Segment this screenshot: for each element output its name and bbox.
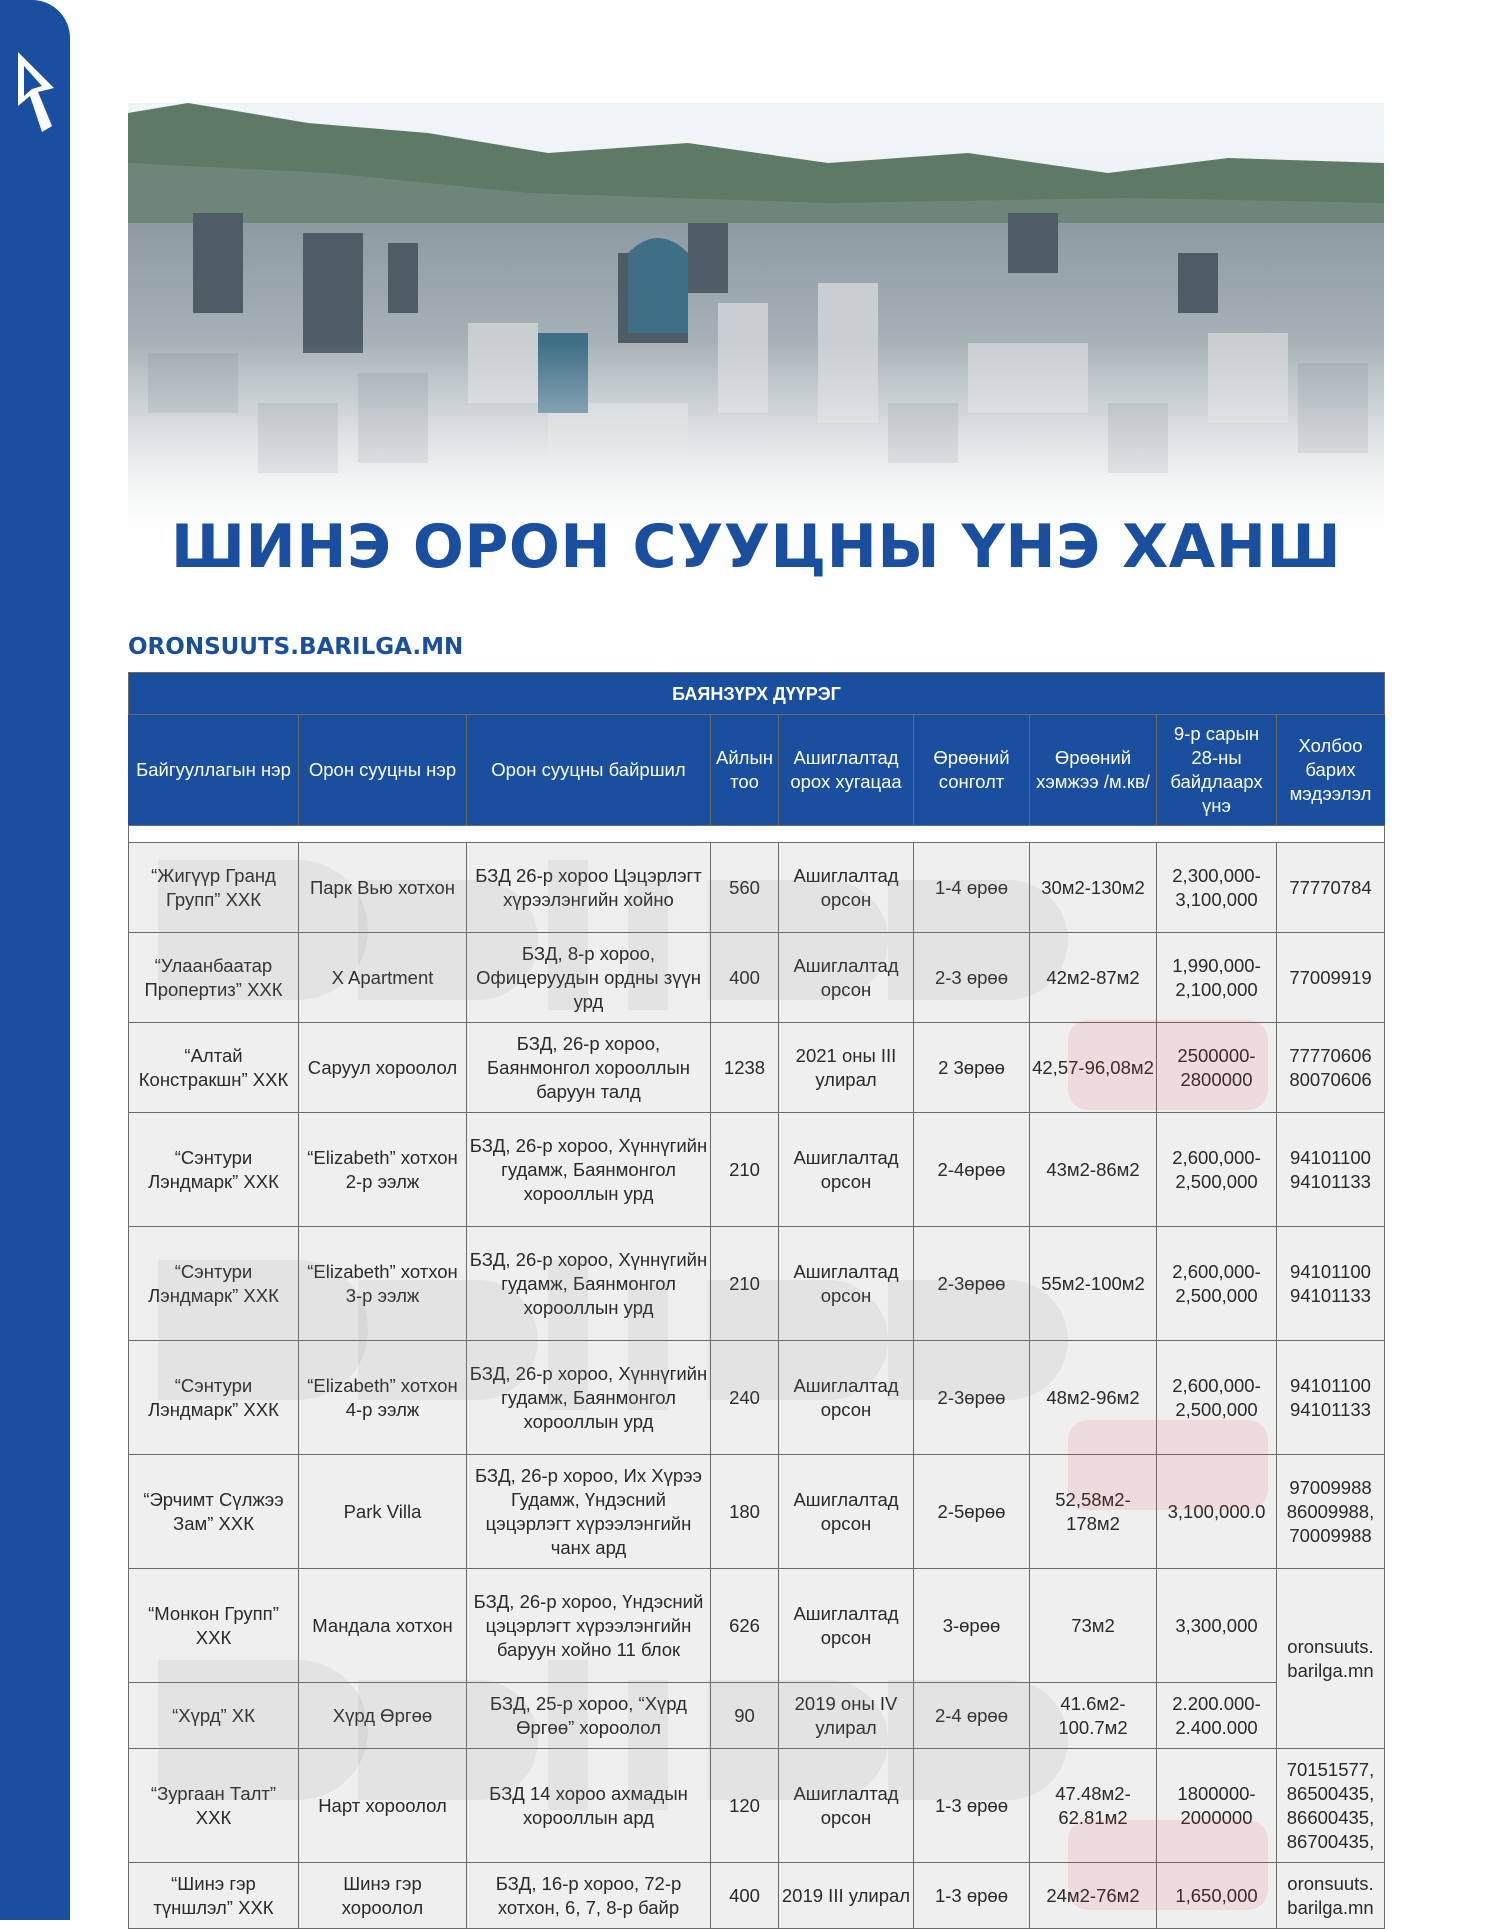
cell-location: БЗД, 26-р хороо, Үндэсний цэцэрлэгт хүрээлэнгийн баруун хойно 11 блок bbox=[467, 1569, 711, 1683]
cell-apartment: “Elizabeth” хотхон 3-р ээлж bbox=[299, 1227, 467, 1341]
cell-location: БЗД, 8-р хороо, Офицеруудын ордны зүүн урд bbox=[467, 933, 711, 1023]
cell-units: 210 bbox=[711, 1113, 779, 1227]
cell-deadline: Ашиглалтад орсон bbox=[779, 1455, 914, 1569]
table-row bbox=[129, 1455, 1385, 1569]
cell-price: 2,600,000-2,500,000 bbox=[1157, 1341, 1277, 1455]
table-row bbox=[129, 1569, 1385, 1683]
cell-rooms: 2 3өрөө bbox=[914, 1023, 1030, 1113]
cell-units: 400 bbox=[711, 933, 779, 1023]
cell-deadline: Ашиглалтад орсон bbox=[779, 843, 914, 933]
table-row bbox=[129, 1023, 1385, 1113]
header-size: Өрөөний хэмжээ /м.кв/ bbox=[1030, 715, 1157, 826]
cell-size: 47.48м2-62.81м2 bbox=[1030, 1749, 1157, 1863]
cell-units: 240 bbox=[711, 1341, 779, 1455]
cell-deadline: 2021 оны III улирал bbox=[779, 1023, 914, 1113]
cell-rooms: 2-5өрөө bbox=[914, 1455, 1030, 1569]
cell-apartment: “Elizabeth” хотхон 4-р ээлж bbox=[299, 1341, 467, 1455]
cell-units: 180 bbox=[711, 1455, 779, 1569]
cell-contact: 70151577, 86500435, 86600435, 86700435, bbox=[1277, 1749, 1385, 1863]
cell-apartment: “Elizabeth” хотхон 2-р ээлж bbox=[299, 1113, 467, 1227]
cell-location: БЗД, 26-р хороо, Хүннүгийн гудамж, Баянмонгол хорооллын урд bbox=[467, 1113, 711, 1227]
cell-units: 120 bbox=[711, 1749, 779, 1863]
cell-contact: 94101100 94101133 bbox=[1277, 1227, 1385, 1341]
cell-location: БЗД, 26-р хороо, Баянмонгол хорооллын баруун талд bbox=[467, 1023, 711, 1113]
cell-rooms: 2-3өрөө bbox=[914, 1227, 1030, 1341]
page-title: ШИНЭ ОРОН СУУЦНЫ ҮНЭ ХАНШ bbox=[170, 512, 1342, 582]
cell-location: БЗД, 16-р хороо, 72-р хотхон, 6, 7, 8-р байр bbox=[467, 1863, 711, 1929]
table-row bbox=[129, 843, 1385, 933]
cell-units: 560 bbox=[711, 843, 779, 933]
cell-apartment: Park Villa bbox=[299, 1455, 467, 1569]
cell-deadline: Ашиглалтад орсон bbox=[779, 1113, 914, 1227]
cell-price: 2,600,000-2,500,000 bbox=[1157, 1227, 1277, 1341]
barilga-arrow-logo-icon bbox=[14, 52, 58, 136]
cell-location: БЗД 26-р хороо Цэцэрлэгт хүрээлэнгийн хойно bbox=[467, 843, 711, 933]
cell-rooms: 1-4 өрөө bbox=[914, 843, 1030, 933]
cell-size: 24м2-76м2 bbox=[1030, 1863, 1157, 1929]
cell-rooms: 1-3 өрөө bbox=[914, 1863, 1030, 1929]
cell-contact: 77770606 80070606 bbox=[1277, 1023, 1385, 1113]
header-contact: Холбоо барих мэдээлэл bbox=[1277, 715, 1385, 826]
header-company: Байгууллагын нэр bbox=[129, 715, 299, 826]
cell-company: “Шинэ гэр түншлэл” ХХК bbox=[129, 1863, 299, 1929]
cell-size: 42м2-87м2 bbox=[1030, 933, 1157, 1023]
cell-rooms: 1-3 өрөө bbox=[914, 1749, 1030, 1863]
cell-location: БЗД, 25-р хороо, “Хүрд Өргөө” хороолол bbox=[467, 1683, 711, 1749]
cell-price: 1800000-2000000 bbox=[1157, 1749, 1277, 1863]
cell-contact: 77770784 bbox=[1277, 843, 1385, 933]
cell-location: БЗД, 26-р хороо, Хүннүгийн гудамж, Баянмонгол хорооллын урд bbox=[467, 1227, 711, 1341]
district-row bbox=[129, 673, 1385, 715]
cell-deadline: Ашиглалтад орсон bbox=[779, 1341, 914, 1455]
cell-apartment: Мандала хотхон bbox=[299, 1569, 467, 1683]
cell-contact: oronsuuts. barilga.mn bbox=[1277, 1569, 1385, 1749]
cell-company: “Сэнтури Лэндмарк” ХХК bbox=[129, 1341, 299, 1455]
cell-company: “Улаанбаатар Пропертиз” ХХК bbox=[129, 933, 299, 1023]
cell-size: 48м2-96м2 bbox=[1030, 1341, 1157, 1455]
header-price: 9-р сарын 28-ны байдлаарх үнэ bbox=[1157, 715, 1277, 826]
cell-contact: 94101100 94101133 bbox=[1277, 1341, 1385, 1455]
cell-size: 52,58м2-178м2 bbox=[1030, 1455, 1157, 1569]
cell-rooms: 3-өрөө bbox=[914, 1569, 1030, 1683]
cell-company: “Жигүүр Гранд Групп” ХХК bbox=[129, 843, 299, 933]
cell-contact: 77009919 bbox=[1277, 933, 1385, 1023]
hero-city-image bbox=[128, 103, 1384, 539]
cell-size: 43м2-86м2 bbox=[1030, 1113, 1157, 1227]
cell-units: 90 bbox=[711, 1683, 779, 1749]
table-row bbox=[129, 933, 1385, 1023]
cell-size: 55м2-100м2 bbox=[1030, 1227, 1157, 1341]
cell-units: 626 bbox=[711, 1569, 779, 1683]
header-deadline: Ашиглалтад орох хугацаа bbox=[779, 715, 914, 826]
cell-apartment: X Apartment bbox=[299, 933, 467, 1023]
cell-size: 42,57-96,08м2 bbox=[1030, 1023, 1157, 1113]
cell-company: “Зургаан Талт” ХХК bbox=[129, 1749, 299, 1863]
cell-price: 1,990,000-2,100,000 bbox=[1157, 933, 1277, 1023]
district-title: БАЯНЗҮРХ ДҮҮРЭГ bbox=[129, 673, 1385, 715]
header-location: Орон сууцны байршил bbox=[467, 715, 711, 826]
cell-units: 1238 bbox=[711, 1023, 779, 1113]
cell-apartment: Парк Вью хотхон bbox=[299, 843, 467, 933]
cell-units: 400 bbox=[711, 1863, 779, 1929]
header-row bbox=[129, 715, 1385, 826]
cell-rooms: 2-3 өрөө bbox=[914, 933, 1030, 1023]
table-row bbox=[129, 1749, 1385, 1863]
cell-price: 2500000-2800000 bbox=[1157, 1023, 1277, 1113]
cell-deadline: 2019 оны IV улирал bbox=[779, 1683, 914, 1749]
cell-company: “Алтай Констракшн” ХХК bbox=[129, 1023, 299, 1113]
cell-deadline: Ашиглалтад орсон bbox=[779, 1569, 914, 1683]
price-table bbox=[128, 672, 1385, 1929]
table-row bbox=[129, 1113, 1385, 1227]
header-rooms: Өрөөний сонголт bbox=[914, 715, 1030, 826]
cell-deadline: 2019 III улирал bbox=[779, 1863, 914, 1929]
cell-company: “Хүрд” ХК bbox=[129, 1683, 299, 1749]
cell-price: 3,300,000 bbox=[1157, 1569, 1277, 1683]
cell-company: “Эрчимт Сүлжээ Зам” ХХК bbox=[129, 1455, 299, 1569]
cell-size: 30м2-130м2 bbox=[1030, 843, 1157, 933]
cell-units: 210 bbox=[711, 1227, 779, 1341]
table-row bbox=[129, 1341, 1385, 1455]
cell-deadline: Ашиглалтад орсон bbox=[779, 933, 914, 1023]
cell-price: 2.200.000-2.400.000 bbox=[1157, 1683, 1277, 1749]
cell-rooms: 2-4 өрөө bbox=[914, 1683, 1030, 1749]
cell-contact: 94101100 94101133 bbox=[1277, 1113, 1385, 1227]
cell-apartment: Шинэ гэр хороолол bbox=[299, 1863, 467, 1929]
cell-price: 3,100,000.0 bbox=[1157, 1455, 1277, 1569]
cell-apartment: Нарт хороолол bbox=[299, 1749, 467, 1863]
table-row bbox=[129, 1683, 1385, 1749]
cell-price: 1,650,000 bbox=[1157, 1863, 1277, 1929]
cell-deadline: Ашиглалтад орсон bbox=[779, 1227, 914, 1341]
header-units: Айлын тоо bbox=[711, 715, 779, 826]
cell-company: “Сэнтури Лэндмарк” ХХК bbox=[129, 1113, 299, 1227]
cell-contact: oronsuuts. barilga.mn bbox=[1277, 1863, 1385, 1929]
site-url: ORONSUUTS.BARILGA.MN bbox=[128, 634, 464, 660]
cell-size: 41.6м2-100.7м2 bbox=[1030, 1683, 1157, 1749]
cell-contact: 97009988 86009988, 70009988 bbox=[1277, 1455, 1385, 1569]
cell-apartment: Саруул хороолол bbox=[299, 1023, 467, 1113]
side-bar bbox=[0, 0, 70, 1920]
cell-price: 2,300,000-3,100,000 bbox=[1157, 843, 1277, 933]
cell-company: “Сэнтури Лэндмарк” ХХК bbox=[129, 1227, 299, 1341]
table-row bbox=[129, 1227, 1385, 1341]
cell-deadline: Ашиглалтад орсон bbox=[779, 1749, 914, 1863]
cell-rooms: 2-4өрөө bbox=[914, 1113, 1030, 1227]
header-spacer bbox=[129, 826, 1385, 843]
header-apartment: Орон сууцны нэр bbox=[299, 715, 467, 826]
cell-size: 73м2 bbox=[1030, 1569, 1157, 1683]
cell-location: БЗД, 26-р хороо, Их Хүрээ Гудамж, Үндэсний цэцэрлэгт хүрээлэнгийн чанх ард bbox=[467, 1455, 711, 1569]
cell-apartment: Хүрд Өргөө bbox=[299, 1683, 467, 1749]
cell-location: БЗД 14 хороо ахмадын хорооллын ард bbox=[467, 1749, 711, 1863]
cell-rooms: 2-3өрөө bbox=[914, 1341, 1030, 1455]
cell-location: БЗД, 26-р хороо, Хүннүгийн гудамж, Баянмонгол хорооллын урд bbox=[467, 1341, 711, 1455]
cell-price: 2,600,000-2,500,000 bbox=[1157, 1113, 1277, 1227]
cell-company: “Монкон Групп” ХХК bbox=[129, 1569, 299, 1683]
table-row bbox=[129, 1863, 1385, 1929]
